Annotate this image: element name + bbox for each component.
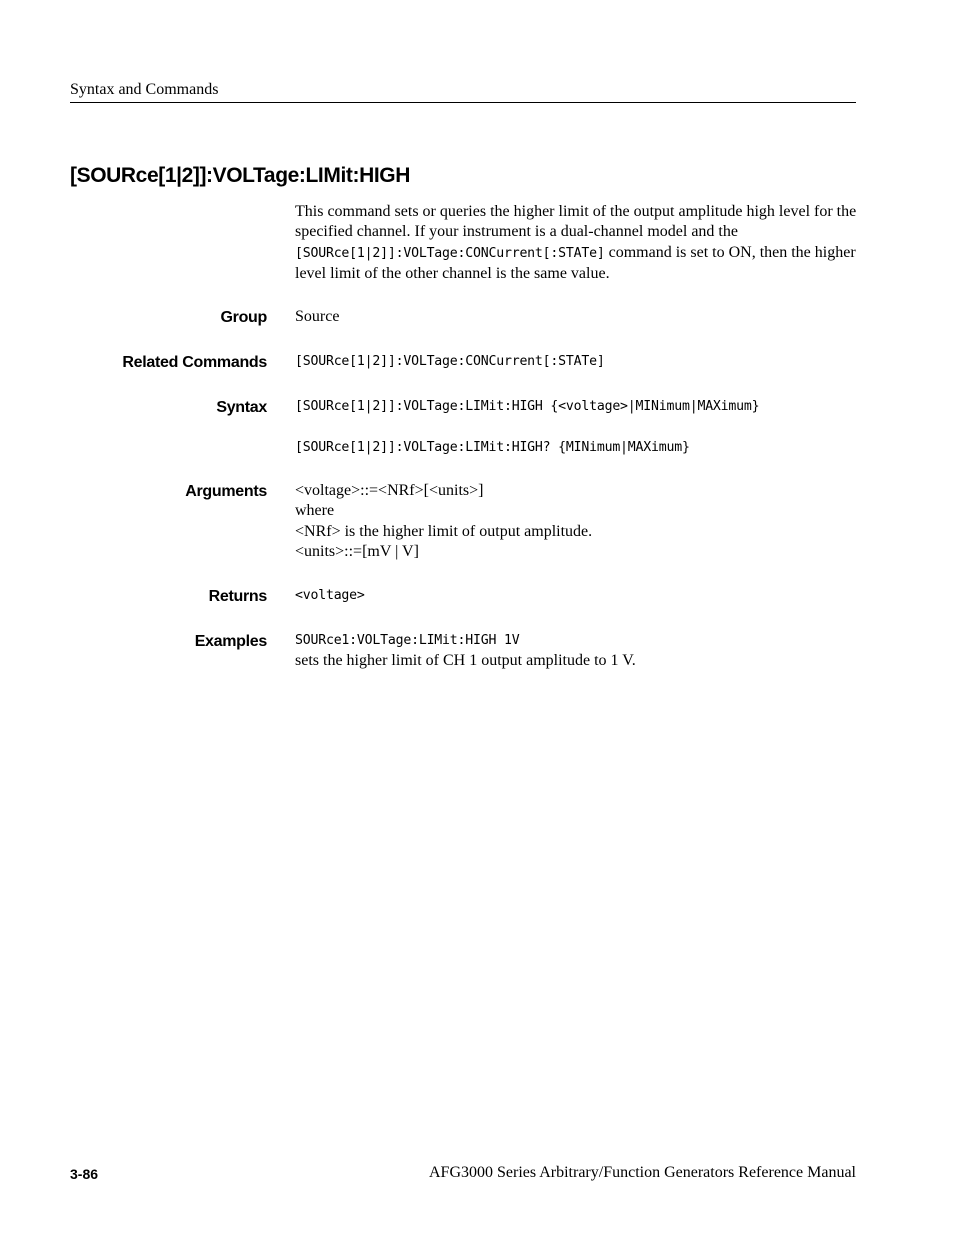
description-text-1: This command sets or queries the higher limit of the output amplitude high level for the specified channel. If your instrument is a dual-channel model and the [295, 203, 857, 241]
group-label: Group [220, 309, 267, 326]
arguments-line-4: <units>::=[mV | V] [295, 543, 419, 561]
arguments-line-2: where [295, 502, 335, 520]
header-rule [70, 102, 856, 103]
arguments-line-3: <NRf> is the higher limit of output amplitude. [295, 522, 593, 540]
syntax-line-query: [SOURce[1|2]]:VOLTage:LIMit:HIGH? {MINimum|MAXimum} [295, 440, 690, 455]
related-commands-label: Related Commands [122, 354, 267, 371]
arguments-block [295, 481, 592, 563]
description-text-2: command is set to ON, then the higher level limit of the other channel is the same value. [295, 243, 856, 283]
returns-value: <voltage> [295, 588, 365, 603]
group-value: Source [295, 308, 340, 325]
returns-label: Returns [208, 588, 267, 605]
examples-text: sets the higher limit of CH 1 output amplitude to 1 V. [295, 652, 636, 669]
command-title: [SOURce[1|2]]:VOLTage:LIMit:HIGH [70, 164, 410, 187]
arguments-line-1: <voltage>::=<NRf>[<units>] [295, 482, 484, 499]
description-code: [SOURce[1|2]]:VOLTage:CONCurrent[:STATe] [295, 245, 605, 261]
command-description [295, 202, 860, 285]
page-number: 3-86 [70, 1166, 99, 1182]
running-head: Syntax and Commands [70, 81, 219, 98]
examples-label: Examples [194, 633, 267, 650]
arguments-label: Arguments [185, 483, 267, 500]
syntax-line-set: [SOURce[1|2]]:VOLTage:LIMit:HIGH {<voltage>|MINimum|MAXimum} [295, 399, 760, 414]
syntax-label: Syntax [216, 399, 267, 416]
examples-code: SOURce1:VOLTage:LIMit:HIGH 1V [295, 633, 520, 648]
related-commands-value: [SOURce[1|2]]:VOLTage:CONCurrent[:STATe] [295, 354, 605, 369]
manual-title: AFG3000 Series Arbitrary/Function Generators Reference Manual [429, 1164, 856, 1181]
